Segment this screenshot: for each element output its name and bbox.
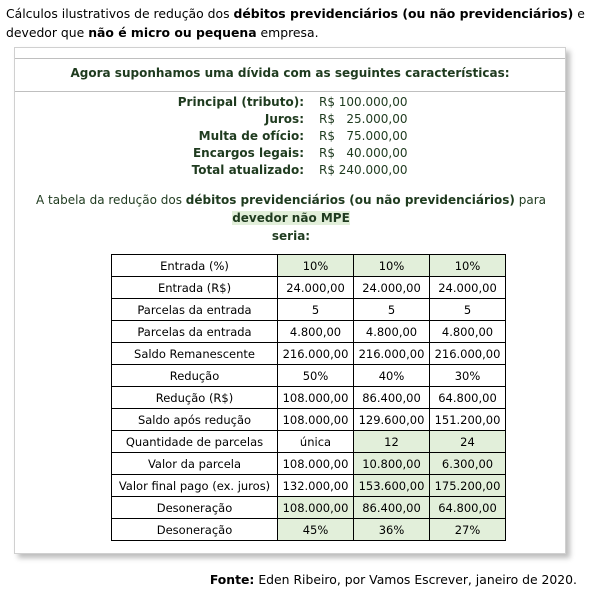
- detail-value: R$ 75.000,00: [319, 129, 408, 143]
- subtitle-text-1: A tabela da redução dos: [36, 193, 186, 207]
- row-label: Desoneração: [112, 519, 278, 541]
- row-label: Parcelas da entrada: [112, 321, 278, 343]
- table-cell: 30%: [430, 365, 506, 387]
- table-cell: 24: [430, 431, 506, 453]
- table-cell: 64.800,00: [430, 497, 506, 519]
- subtitle-line-2: seria:: [271, 229, 311, 243]
- row-label: Valor final pago (ex. juros): [112, 475, 278, 497]
- intro-bold-1: débitos previdenciários (ou não previdenciários): [233, 6, 574, 21]
- panel-heading-rule: [15, 91, 565, 92]
- table-cell: 132.000,00: [278, 475, 354, 497]
- source-label: Fonte:: [209, 572, 255, 587]
- table-cell: 216.000,00: [430, 343, 506, 365]
- table-cell: 10%: [278, 255, 354, 277]
- table-cell: 129.600,00: [354, 409, 430, 431]
- detail-label: Total atualizado:: [191, 163, 304, 177]
- table-cell: 151.200,00: [430, 409, 506, 431]
- detail-value: R$ 240.000,00: [319, 163, 408, 177]
- table-cell: 10%: [354, 255, 430, 277]
- intro-text-1: Cálculos ilustrativos de redução dos: [6, 6, 234, 21]
- detail-row-principal: [15, 94, 565, 111]
- table-cell: 10%: [430, 255, 506, 277]
- table-cell: 27%: [430, 519, 506, 541]
- table-cell: 50%: [278, 365, 354, 387]
- detail-label: Multa de ofício:: [198, 129, 304, 143]
- table-cell: 216.000,00: [278, 343, 354, 365]
- table-cell: 45%: [278, 519, 354, 541]
- intro-text-2: e devedor que: [6, 6, 585, 40]
- detail-row-encargos: [15, 145, 565, 162]
- table-cell: 216.000,00: [354, 343, 430, 365]
- table-cell: 40%: [354, 365, 430, 387]
- table-cell: única: [278, 431, 354, 453]
- panel-top-rule: [15, 58, 565, 59]
- table-row: [112, 387, 506, 409]
- row-label: Valor da parcela: [112, 453, 278, 475]
- row-label: Saldo após redução: [112, 409, 278, 431]
- table-cell: 4.800,00: [430, 321, 506, 343]
- subtitle-bold: débitos previdenciários (ou não previdenciários): [185, 193, 515, 207]
- subtitle-highlight: devedor não MPE: [232, 211, 350, 225]
- table-cell: 36%: [354, 519, 430, 541]
- table-cell: 24.000,00: [354, 277, 430, 299]
- detail-row-multa: [15, 128, 565, 145]
- intro-paragraph: [6, 4, 586, 42]
- panel-heading: Agora suponhamos uma dívida com as seguintes características:: [70, 66, 510, 80]
- table-intro: [31, 191, 551, 245]
- table-row: [112, 321, 506, 343]
- source-text: Eden Ribeiro, por Vamos Escrever, janeiro de 2020.: [254, 572, 577, 587]
- table-row: [112, 409, 506, 431]
- table-cell: 24.000,00: [278, 277, 354, 299]
- detail-value: R$ 100.000,00: [319, 95, 408, 109]
- table-cell: 175.200,00: [430, 475, 506, 497]
- table-cell: 153.600,00: [354, 475, 430, 497]
- row-label: Entrada (%): [112, 255, 278, 277]
- detail-label: Juros:: [264, 112, 304, 126]
- detail-value: R$ 40.000,00: [319, 146, 408, 160]
- table-cell: 6.300,00: [430, 453, 506, 475]
- spreadsheet-panel: [14, 47, 566, 554]
- table-cell: 10.800,00: [354, 453, 430, 475]
- row-label: Saldo Remanescente: [112, 343, 278, 365]
- detail-row-juros: [15, 111, 565, 128]
- table-cell: 4.800,00: [278, 321, 354, 343]
- row-label: Entrada (R$): [112, 277, 278, 299]
- intro-text-3: empresa.: [256, 25, 319, 40]
- table-row: [112, 365, 506, 387]
- table-cell: 64.800,00: [430, 387, 506, 409]
- subtitle-text-2: para: [514, 193, 546, 207]
- detail-label: Principal (tributo):: [177, 95, 304, 109]
- table-cell: 108.000,00: [278, 409, 354, 431]
- row-label: Quantidade de parcelas: [112, 431, 278, 453]
- table-row: [112, 497, 506, 519]
- detail-label: Encargos legais:: [192, 146, 304, 160]
- table-cell: 108.000,00: [278, 387, 354, 409]
- table-row: [112, 431, 506, 453]
- table-cell: 24.000,00: [430, 277, 506, 299]
- table-row: [112, 277, 506, 299]
- row-label: Desoneração: [112, 497, 278, 519]
- table-row: [112, 299, 506, 321]
- intro-bold-2: não é micro ou pequena: [88, 25, 257, 40]
- table-cell: 5: [278, 299, 354, 321]
- source-caption: [210, 572, 577, 587]
- table-cell: 5: [354, 299, 430, 321]
- table-row: [112, 255, 506, 277]
- table-row: [112, 475, 506, 497]
- table-cell: 108.000,00: [278, 497, 354, 519]
- table-cell: 4.800,00: [354, 321, 430, 343]
- table-row: [112, 453, 506, 475]
- table-row: [112, 343, 506, 365]
- row-label: Redução: [112, 365, 278, 387]
- detail-row-total: [15, 162, 565, 179]
- table-cell: 12: [354, 431, 430, 453]
- table-cell: 5: [430, 299, 506, 321]
- reduction-table: [111, 254, 506, 541]
- detail-value: R$ 25.000,00: [319, 112, 408, 126]
- table-row: [112, 519, 506, 541]
- row-label: Redução (R$): [112, 387, 278, 409]
- debt-details: [15, 94, 565, 179]
- table-cell: 108.000,00: [278, 453, 354, 475]
- table-cell: 86.400,00: [354, 387, 430, 409]
- row-label: Parcelas da entrada: [112, 299, 278, 321]
- table-cell: 86.400,00: [354, 497, 430, 519]
